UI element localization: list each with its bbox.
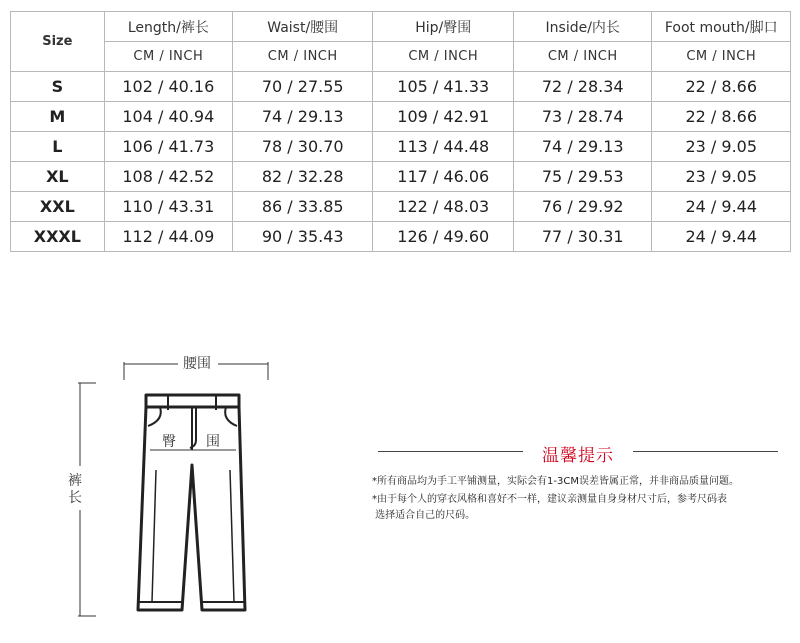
table-cell: 82 / 32.28	[232, 162, 373, 192]
size-column-header: Size	[11, 12, 105, 72]
table-row	[11, 222, 791, 252]
table-cell: 74 / 29.13	[232, 102, 373, 132]
waist-label: 腰围	[183, 356, 211, 372]
table-cell: 105 / 41.33	[373, 72, 514, 102]
table-header-row	[11, 12, 791, 42]
unit-label: CM / INCH	[652, 42, 791, 72]
tips-line: *所有商品均为手工平铺测量，实际会有1-3CM误差皆属正常，并非商品质量问题。	[372, 476, 739, 487]
hip-label-left: 臀	[162, 434, 176, 450]
table-row	[11, 72, 791, 102]
table-cell: 77 / 30.31	[514, 222, 652, 252]
tips-header	[378, 440, 778, 464]
size-cell: XXL	[11, 192, 105, 222]
table-cell: 73 / 28.74	[514, 102, 652, 132]
tips-line: 选择适合自己的尺码。	[372, 510, 476, 521]
table-cell: 72 / 28.34	[514, 72, 652, 102]
inside-column-header: Inside/内长	[514, 12, 652, 42]
table-cell: 122 / 48.03	[373, 192, 514, 222]
size-cell: XXXL	[11, 222, 105, 252]
table-cell: 24 / 9.44	[652, 222, 791, 252]
size-cell: L	[11, 132, 105, 162]
table-cell: 117 / 46.06	[373, 162, 514, 192]
table-cell: 22 / 8.66	[652, 102, 791, 132]
table-cell: 112 / 44.09	[104, 222, 232, 252]
divider-line	[378, 451, 523, 452]
table-row	[11, 132, 791, 162]
tips-title: 温馨提示	[542, 446, 614, 466]
unit-label: CM / INCH	[104, 42, 232, 72]
length-column-header: Length/裤长	[104, 12, 232, 42]
pants-outline-icon	[0, 340, 340, 643]
table-row	[11, 162, 791, 192]
table-cell: 104 / 40.94	[104, 102, 232, 132]
table-cell: 78 / 30.70	[232, 132, 373, 162]
size-chart-table	[10, 11, 791, 252]
table-cell: 86 / 33.85	[232, 192, 373, 222]
table-cell: 22 / 8.66	[652, 72, 791, 102]
hip-label-right: 围	[206, 434, 220, 450]
size-cell: XL	[11, 162, 105, 192]
pants-measurement-diagram	[0, 340, 340, 643]
table-cell: 110 / 43.31	[104, 192, 232, 222]
table-cell: 24 / 9.44	[652, 192, 791, 222]
unit-label: CM / INCH	[373, 42, 514, 72]
table-cell: 70 / 27.55	[232, 72, 373, 102]
tips-body	[372, 474, 788, 526]
size-cell: M	[11, 102, 105, 132]
table-cell: 90 / 35.43	[232, 222, 373, 252]
table-cell: 76 / 29.92	[514, 192, 652, 222]
unit-label: CM / INCH	[514, 42, 652, 72]
table-cell: 75 / 29.53	[514, 162, 652, 192]
table-cell: 74 / 29.13	[514, 132, 652, 162]
table-cell: 113 / 44.48	[373, 132, 514, 162]
table-cell: 23 / 9.05	[652, 132, 791, 162]
table-row	[11, 192, 791, 222]
table-cell: 126 / 49.60	[373, 222, 514, 252]
hip-column-header: Hip/臀围	[373, 12, 514, 42]
foot-mouth-column-header: Foot mouth/脚口	[652, 12, 791, 42]
table-row	[11, 102, 791, 132]
table-cell: 102 / 40.16	[104, 72, 232, 102]
length-label-top: 裤	[68, 473, 82, 489]
table-unit-row	[11, 42, 791, 72]
table-cell: 109 / 42.91	[373, 102, 514, 132]
table-cell: 23 / 9.05	[652, 162, 791, 192]
size-cell: S	[11, 72, 105, 102]
table-cell: 108 / 42.52	[104, 162, 232, 192]
unit-label: CM / INCH	[232, 42, 373, 72]
length-label-bottom: 长	[68, 490, 82, 506]
divider-line	[633, 451, 778, 452]
table-cell: 106 / 41.73	[104, 132, 232, 162]
tips-line: *由于每个人的穿衣风格和喜好不一样，建议亲测量自身身材尺寸后，参考尺码表	[372, 494, 727, 505]
waist-column-header: Waist/腰围	[232, 12, 373, 42]
